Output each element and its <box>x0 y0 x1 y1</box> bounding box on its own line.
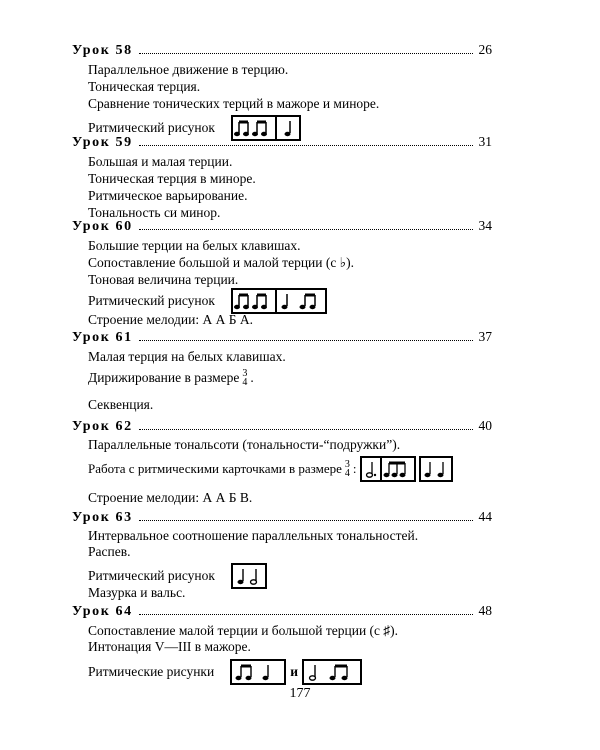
topic-line: Параллельные тональсоти (тональности-“подружки”). <box>88 437 401 452</box>
topic-line: Тоновая величина терции. <box>88 272 239 287</box>
dot-leader <box>139 53 473 54</box>
melody-structure: Строение мелодии: А А Б А. <box>88 312 253 327</box>
page-ref: 34 <box>478 218 492 233</box>
page-ref: 44 <box>478 509 492 524</box>
page-ref: 37 <box>478 329 492 344</box>
conducting-label: Дирижирование в размере <box>88 370 240 385</box>
lesson-60 <box>72 218 492 328</box>
lesson-title: Урок 63 <box>72 510 133 525</box>
lesson-64 <box>72 603 492 683</box>
rhythm-label: Ритмические рисунки <box>88 664 215 679</box>
eighths-quarter-icon <box>232 661 284 683</box>
rhythm-row <box>88 659 362 685</box>
page-ref: 40 <box>478 418 492 433</box>
topic-line: Большие терции на белых клавишах. <box>88 238 301 253</box>
rhythm-card <box>231 563 267 589</box>
conducting-row: Дирижирование в размере 3 4 . <box>88 368 254 388</box>
dot-leader <box>139 145 473 146</box>
melody-structure: Строение мелодии: А А Б В. <box>88 490 253 505</box>
topic-line: Сравнение тонических терций в мажоре и миноре. <box>88 96 380 111</box>
lesson-title: Урок 60 <box>72 219 133 234</box>
page-ref: 26 <box>478 42 492 57</box>
lesson-heading <box>72 42 492 62</box>
dot-leader <box>139 520 473 521</box>
page-ref: 31 <box>478 134 492 149</box>
topic-line: Сопоставление большой и малой терции (c ♭). <box>88 255 354 270</box>
lesson-heading <box>72 329 492 349</box>
lesson-heading <box>72 603 492 623</box>
topic-line: Тональность си минор. <box>88 205 221 220</box>
half-eighths-icon <box>304 661 360 683</box>
rhythm-label: Ритмический рисунок <box>88 120 215 135</box>
lesson-title: Урок 61 <box>72 330 133 345</box>
topic-line: Секвенция. <box>88 397 154 412</box>
lesson-title: Урок 58 <box>72 43 133 58</box>
time-signature: 3 4 <box>242 368 248 388</box>
lesson-heading <box>72 418 492 438</box>
topic-line: Большая и малая терции. <box>88 154 233 169</box>
topic-line: Интервальное соотношение параллельных тональностей. <box>88 528 419 543</box>
dotted-half-note-icon <box>362 458 380 480</box>
lesson-title: Урок 62 <box>72 419 133 434</box>
quarter-half-note-icon <box>233 565 265 587</box>
rhythm-label: Ритмический рисунок <box>88 293 215 308</box>
lesson-title: Урок 59 <box>72 135 133 150</box>
dot-leader <box>139 229 473 230</box>
rhythm-card <box>419 456 453 482</box>
rhythm-card <box>302 659 362 685</box>
cards-row: Работа с ритмическими карточками в размере 3 4 : <box>88 456 453 482</box>
lesson-heading <box>72 218 492 238</box>
rhythm-card <box>230 659 286 685</box>
topic-line: Ритмическое варьирование. <box>88 188 248 203</box>
lesson-title: Урок 64 <box>72 604 133 619</box>
lesson-62 <box>72 418 492 508</box>
topic-line: Параллельное движение в терцию. <box>88 62 289 77</box>
rhythm-label: Ритмический рисунок <box>88 568 215 583</box>
dot-leader <box>139 614 473 615</box>
dot-leader <box>139 429 473 430</box>
lesson-63 <box>72 509 492 599</box>
page-ref: 48 <box>478 603 492 618</box>
rhythm-row <box>88 288 327 314</box>
page-number: 177 <box>289 686 311 701</box>
two-eighth-notes-icon <box>233 290 275 312</box>
rhythm-card <box>360 456 416 482</box>
topic-line: Тоническая терция. <box>88 79 201 94</box>
lesson-heading <box>72 134 492 154</box>
lesson-59 <box>72 134 492 220</box>
topic-line: Сопоставление малой терции и большой терции (c ♯). <box>88 623 399 638</box>
topic-line: Тоническая терция в миноре. <box>88 171 256 186</box>
cards-label: Работа с ритмическими карточками в размере <box>88 461 342 476</box>
lesson-61 <box>72 329 492 419</box>
three-eighth-notes-icon <box>380 458 414 480</box>
topic-line: Распев. <box>88 544 131 559</box>
conjunction: и <box>290 664 298 679</box>
time-signature: 3 4 <box>344 459 350 479</box>
lesson-heading <box>72 509 492 529</box>
topic-line: Мазурка и вальс. <box>88 585 186 600</box>
topic-line: Малая терция на белых клавишах. <box>88 349 286 364</box>
two-quarter-notes-icon <box>421 458 451 480</box>
dot-leader <box>139 340 473 341</box>
quarter-and-eighths-icon <box>275 290 325 312</box>
lesson-58 <box>72 42 492 142</box>
rhythm-card <box>231 288 327 314</box>
topic-line: Интонация V—III в мажоре. <box>88 639 251 654</box>
